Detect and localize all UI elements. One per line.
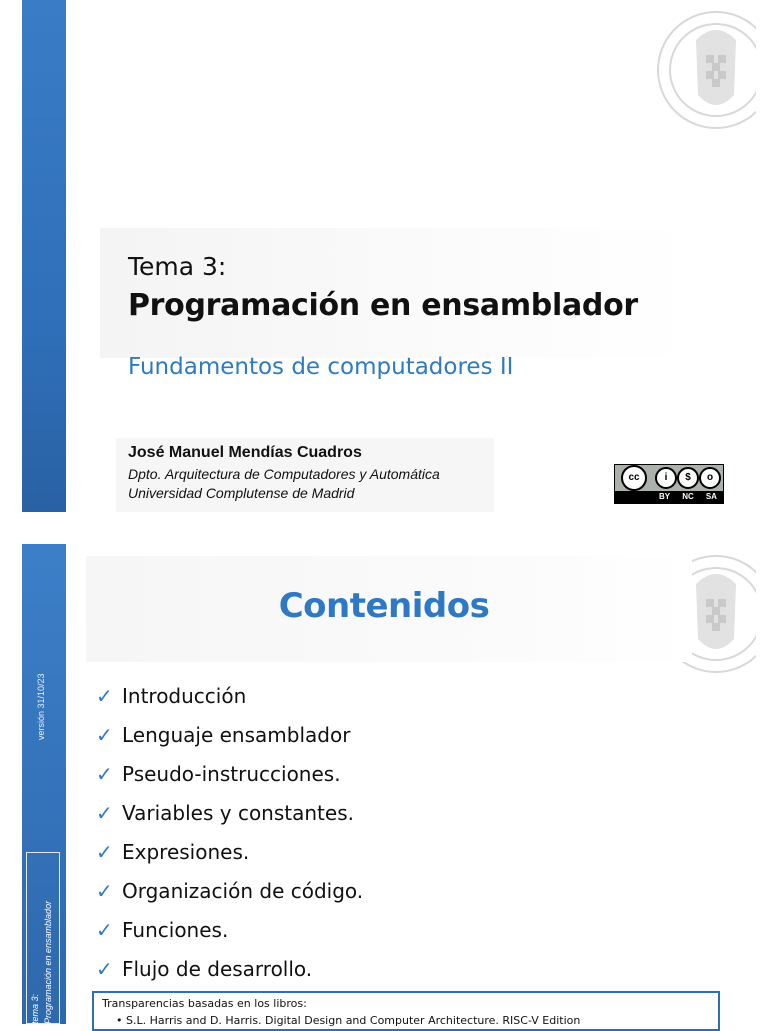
author-university: Universidad Complutense de Madrid bbox=[128, 485, 355, 501]
check-icon: ✓ bbox=[96, 839, 113, 864]
slide-sidebar bbox=[22, 0, 66, 512]
list-item-label: Expresiones. bbox=[122, 839, 250, 864]
cc-term-by: BY bbox=[659, 492, 671, 501]
check-icon: ✓ bbox=[96, 800, 113, 825]
check-icon: ✓ bbox=[96, 956, 113, 981]
sidebar-topic-number: tema 3: bbox=[30, 993, 40, 1024]
list-item bbox=[96, 910, 363, 949]
check-icon: ✓ bbox=[96, 683, 113, 708]
list-item-label: Variables y constantes. bbox=[122, 800, 354, 825]
check-icon: ✓ bbox=[96, 722, 113, 747]
title-slide bbox=[0, 0, 768, 512]
sources-item-text: S.L. Harris and D. Harris. Digital Design and Computer Architecture. RISC-V Edition bbox=[126, 1014, 581, 1027]
list-item-label: Flujo de desarrollo. bbox=[122, 956, 313, 981]
contents-heading: Contenidos bbox=[278, 586, 490, 626]
university-seal-icon bbox=[656, 0, 756, 150]
list-item-label: Organización de código. bbox=[122, 878, 364, 903]
list-item bbox=[96, 793, 363, 832]
slide-title: Programación en ensamblador bbox=[128, 288, 638, 323]
sidebar-topic-title: Programación en ensamblador bbox=[43, 900, 53, 1024]
sources-box bbox=[92, 991, 720, 1031]
slide-gap bbox=[0, 512, 768, 544]
cc-term-sa: SA bbox=[705, 492, 717, 501]
list-item bbox=[96, 832, 363, 871]
version-label: versión 31/10/23 bbox=[36, 673, 46, 740]
author-department: Dpto. Arquitectura de Computadores y Automática bbox=[128, 466, 440, 482]
course-subtitle: Fundamentos de computadores II bbox=[128, 354, 514, 380]
check-icon: ✓ bbox=[96, 917, 113, 942]
list-item bbox=[96, 715, 363, 754]
list-item bbox=[96, 676, 363, 715]
cc-license-badge bbox=[614, 464, 724, 504]
list-item bbox=[96, 871, 363, 910]
cc-icon: cc bbox=[621, 465, 647, 491]
list-item-label: Funciones. bbox=[122, 917, 229, 942]
sources-label: Transparencias basadas en los libros: bbox=[102, 997, 307, 1010]
list-item-label: Lenguaje ensamblador bbox=[122, 722, 351, 747]
sharealike-icon: o bbox=[699, 467, 721, 489]
check-icon: ✓ bbox=[96, 761, 113, 786]
list-item-label: Introducción bbox=[122, 683, 247, 708]
list-item bbox=[96, 754, 363, 793]
cc-terms bbox=[653, 491, 723, 503]
list-item-label: Pseudo-instrucciones. bbox=[122, 761, 341, 786]
sources-item: • S.L. Harris and D. Harris. Digital Design and Computer Architecture. RISC-V Edition bbox=[116, 1014, 581, 1027]
list-item bbox=[96, 949, 363, 988]
contents-list bbox=[96, 676, 363, 988]
author-name: José Manuel Mendías Cuadros bbox=[128, 444, 362, 461]
attribution-icon: i bbox=[655, 467, 677, 489]
check-icon: ✓ bbox=[96, 878, 113, 903]
topic-label: Tema 3: bbox=[128, 252, 227, 281]
cc-term-nc: NC bbox=[682, 492, 694, 501]
noncommercial-icon: $ bbox=[677, 467, 699, 489]
